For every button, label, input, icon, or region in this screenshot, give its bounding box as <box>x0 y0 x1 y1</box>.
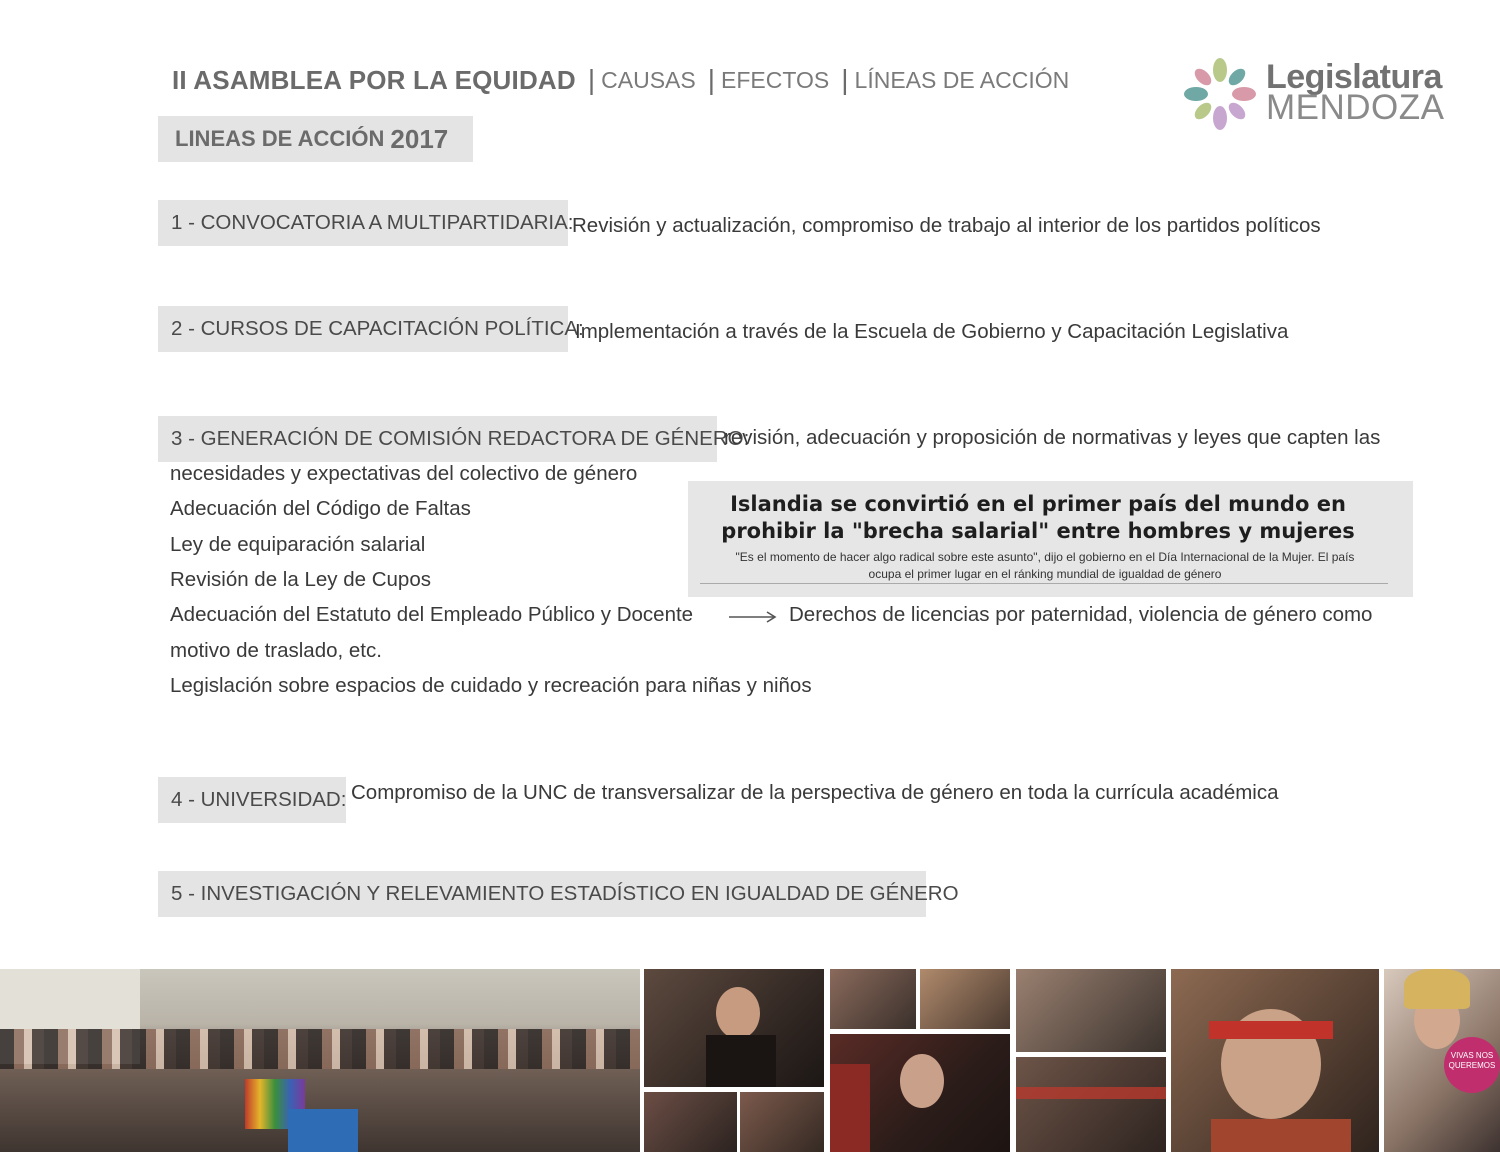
photo-session <box>644 1092 737 1152</box>
nav-link-efectos[interactable]: EFECTOS <box>721 66 830 93</box>
item-4-label: 4 - UNIVERSIDAD: <box>158 777 346 823</box>
photo-session <box>1016 1057 1166 1152</box>
news-headline-line: Islandia se convirtió en el primer país del mundo en <box>730 492 1346 516</box>
photo-woman-with-sign <box>1384 969 1500 1152</box>
item-3-line: Adecuación del Código de Faltas <box>170 497 471 520</box>
separator: | <box>707 64 716 95</box>
item-3-line: motivo de traslado, etc. <box>170 639 382 662</box>
item-3-line: necesidades y expectativas del colectivo de género <box>170 462 638 485</box>
news-headline <box>688 491 1388 545</box>
page-title: II ASAMBLEA POR LA EQUIDAD <box>172 64 576 95</box>
photo-woman-speaking <box>644 969 824 1087</box>
photo-session <box>1016 969 1166 1052</box>
news-subtitle-line: "Es el momento de hacer algo radical sobre este asunto", dijo el gobierno en el Día Internacional de la Mujer. El país <box>735 550 1355 564</box>
item-1-label: 1 - CONVOCATORIA A MULTIPARTIDARIA: <box>158 200 568 246</box>
page-header <box>172 62 1069 98</box>
section-label-text: LINEAS DE ACCIÓN <box>175 126 385 151</box>
divider <box>700 583 1388 584</box>
photo-woman-portrait <box>830 1034 1010 1152</box>
logo-wordmark-line2: MENDOZA <box>1266 88 1445 127</box>
section-year: 2017 <box>390 123 449 154</box>
photo-session <box>920 969 1010 1029</box>
item-3-line: Ley de equiparación salarial <box>170 533 426 556</box>
separator: | <box>841 64 849 95</box>
item-2-text: Implementación a través de la Escuela de Gobierno y Capacitación Legislativa <box>575 320 1289 343</box>
photo-session <box>740 1092 824 1152</box>
item-3-line: Derechos de licencias por paternidad, violencia de género como <box>789 603 1373 626</box>
photo-group-assembly <box>0 969 640 1152</box>
logo-wordmark-line1: Legislatura <box>1266 58 1442 96</box>
news-subtitle <box>700 549 1390 583</box>
nav-link-lineas-de-accion[interactable]: LÍNEAS DE ACCIÓN <box>854 66 1070 93</box>
item-1-text: Revisión y actualización, compromiso de trabajo al interior de los partidos políticos <box>572 214 1321 237</box>
photo-session <box>830 969 916 1029</box>
item-5-label: 5 - INVESTIGACIÓN Y RELEVAMIENTO ESTADÍSTICO EN IGUALDAD DE GÉNERO <box>158 871 926 917</box>
news-headline-line: prohibir la "brecha salarial" entre hombres y mujeres <box>721 519 1355 543</box>
nav-link-causas[interactable]: CAUSAS <box>601 66 696 93</box>
news-clipping <box>688 481 1413 597</box>
protest-sign: VIVAS NOS QUEREMOS <box>1444 1037 1500 1093</box>
item-3-line: Revisión de la Ley de Cupos <box>170 568 431 591</box>
legislatura-logo-icon <box>1184 56 1256 132</box>
item-3-line: Adecuación del Estatuto del Empleado Público y Docente <box>170 603 694 626</box>
item-4-text: Compromiso de la UNC de transversalizar de la perspectiva de género en toda la currícula académica <box>351 781 1279 804</box>
news-subtitle-line: ocupa el primer lugar en el ránking mundial de igualdad de género <box>868 567 1222 581</box>
item-2-label: 2 - CURSOS DE CAPACITACIÓN POLÍTICA: <box>158 306 568 352</box>
item-3-label: 3 - GENERACIÓN DE COMISIÓN REDACTORA DE GÉNERO: <box>158 416 717 462</box>
section-label <box>158 116 473 162</box>
photo-elder-speaker <box>1171 969 1379 1152</box>
arrow-right-icon <box>728 609 778 625</box>
item-3-line: Legislación sobre espacios de cuidado y recreación para niñas y niños <box>170 674 812 697</box>
item-3-text: revisión, adecuación y proposición de normativas y leyes que capten las <box>724 426 1381 449</box>
separator: | <box>587 64 596 95</box>
